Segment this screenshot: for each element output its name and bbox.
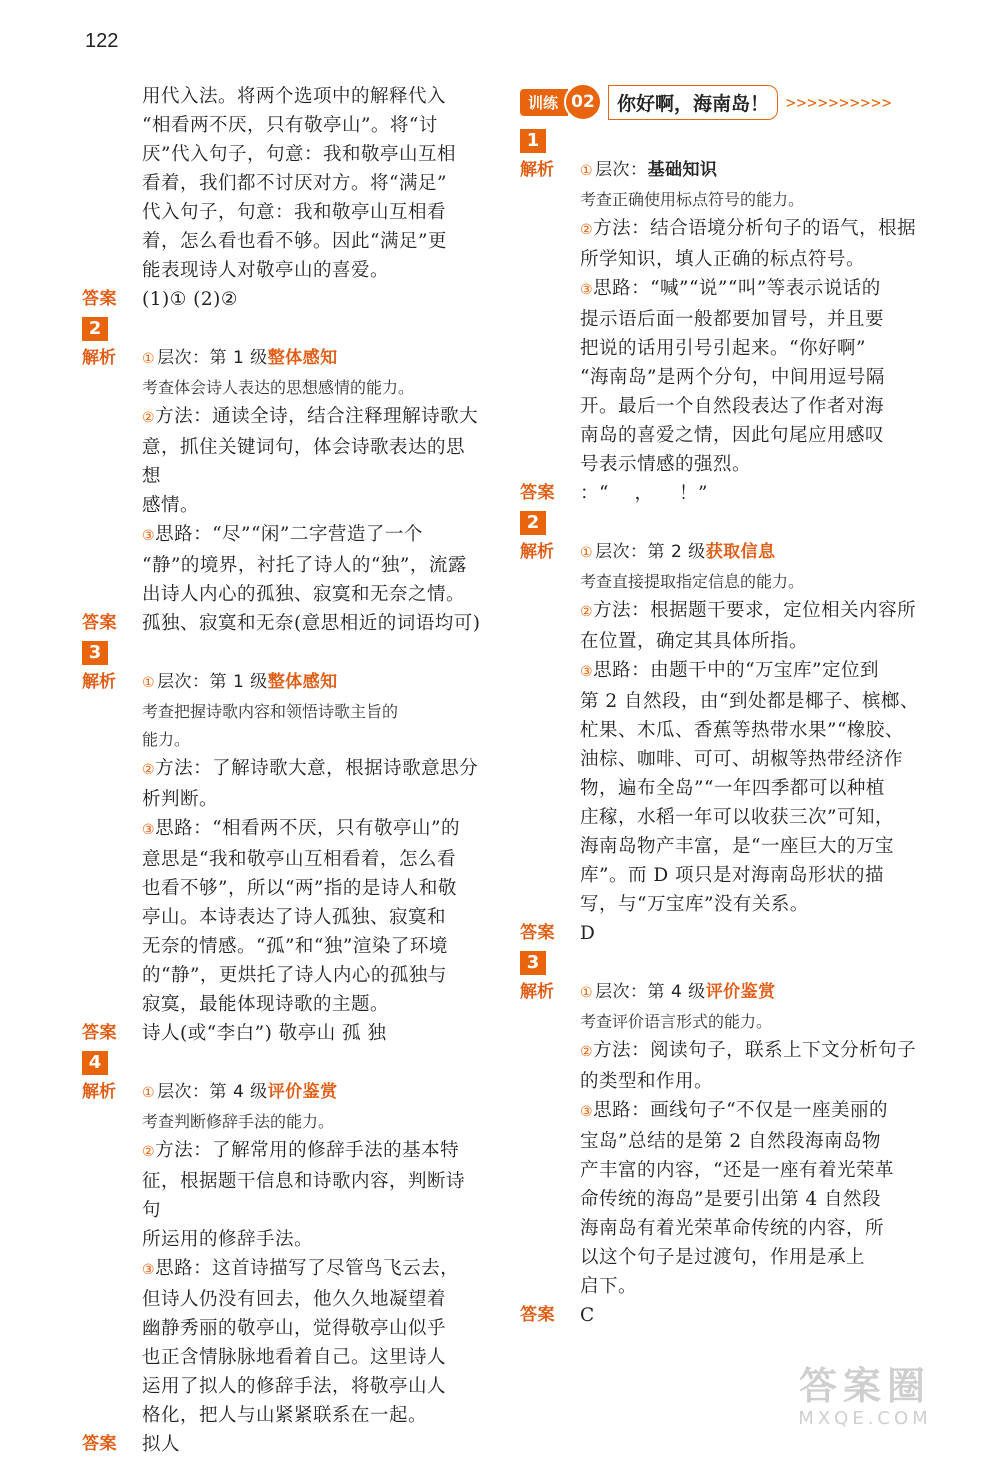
marker: ② — [580, 222, 594, 238]
text-line: 无奈的情感。“孤”和“独”渲染了环境 — [142, 936, 448, 957]
marker: ③ — [580, 282, 594, 298]
level-line — [142, 344, 482, 374]
text-line: 思路：“尽”“闲”二字营造了一个 — [155, 524, 423, 545]
text-line: 命传统的海岛”是要引出第 4 自然段 — [580, 1189, 881, 1210]
text-line: “海南岛”是两个分句，中间用逗号隔 — [580, 367, 885, 388]
level-line — [142, 1078, 482, 1108]
answer-row — [82, 1430, 482, 1459]
text-line: 亭山。本诗表达了诗人孤独、寂寞和 — [142, 907, 447, 928]
method-block — [580, 1036, 930, 1096]
banner-title: 你好啊，海南岛！ — [608, 85, 778, 120]
analysis-block — [82, 344, 482, 609]
answer-row — [82, 609, 482, 638]
text-line: 也正含情脉脉地看着自己。这里诗人 — [142, 1347, 447, 1368]
level-desc: 考查体会诗人表达的思想感情的能力。 — [142, 378, 415, 397]
level-desc: 考查判断修辞手法的能力。 — [142, 1112, 335, 1131]
text-line: 思路：“相看两不厌，只有敬亭山”的 — [155, 818, 460, 839]
level-desc — [142, 698, 482, 754]
text-line: “相看两不厌，只有敬亭山”。将“讨 — [142, 115, 438, 136]
text-line: 代入句子，句意：我和敬亭山互相看 — [142, 202, 447, 223]
level-highlight: 整体感知 — [267, 348, 338, 368]
level-label: 层次：第 4 级 — [157, 1082, 268, 1102]
answer-row — [520, 919, 930, 948]
answer-label: 答案 — [520, 923, 555, 943]
text-line: 着，怎么看也看不够。因此“满足”更 — [142, 231, 447, 252]
marker: ② — [580, 1044, 594, 1060]
level-desc: 考查正确使用标点符号的能力。 — [580, 190, 805, 209]
level-highlight: 获取信息 — [705, 542, 776, 562]
text-line: 考查把握诗歌内容和领悟诗歌主旨的 — [142, 702, 399, 721]
right-column — [520, 82, 930, 1330]
answer-text: 拟人 — [142, 1434, 181, 1455]
answer-label: 答案 — [82, 1434, 117, 1454]
text-line: 看着，我们都不讨厌对方。将“满足” — [142, 173, 447, 194]
section-banner — [520, 82, 930, 122]
question-number: 4 — [82, 1051, 108, 1075]
method-block — [580, 596, 930, 656]
text-line: 把说的话用引号引起来。“你好啊” — [580, 338, 866, 359]
page-number: 122 — [85, 30, 119, 52]
text-line: 方法：根据题干要求，定位相关内容所 — [593, 600, 917, 621]
answer-label: 答案 — [82, 1023, 117, 1043]
text-line: 第 2 自然段，由“到处都是椰子、槟榔、 — [580, 691, 919, 712]
question-number: 2 — [520, 511, 546, 535]
banner-number: 02 — [564, 83, 602, 121]
answer-text: 孤独、寂寞和无奈(意思相近的词语均可) — [142, 613, 481, 634]
text-line: 征，根据题干信息和诗歌内容，判断诗句 — [142, 1171, 466, 1221]
text-line: 寂寞，最能体现诗歌的主题。 — [142, 994, 390, 1015]
text-line: 方法：结合语境分析句子的语气，根据 — [593, 218, 917, 239]
method-block — [580, 214, 930, 274]
text-line: “静”的境界，衬托了诗人的“独”，流露 — [142, 555, 467, 576]
text-line: 析判断。 — [142, 789, 219, 810]
level-desc: 考查评价语言形式的能力。 — [580, 1012, 773, 1031]
idea-block — [142, 814, 482, 1019]
text-line: 方法：通读全诗，结合注释理解诗歌大 — [155, 406, 479, 427]
intro-paragraph — [82, 82, 482, 285]
text-line: 庄稼，水稻一年可以收获三次”可知， — [580, 807, 894, 828]
marker: ③ — [142, 528, 156, 544]
text-line: 杧果、木瓜、香蕉等热带水果”“橡胶、 — [580, 720, 904, 741]
text-line: 思路：画线句子“不仅是一座美丽的 — [593, 1100, 889, 1121]
left-column — [82, 82, 482, 1459]
method-block — [142, 1136, 482, 1254]
marker: ① — [580, 985, 594, 1001]
text-line: 意思是“我和敬亭山互相看着，怎么看 — [142, 849, 456, 870]
analysis-block — [82, 668, 482, 1019]
level-label: 层次：第 1 级 — [157, 348, 268, 368]
level-line — [580, 538, 930, 568]
text-line: 产丰富的内容，“还是一座有着光荣革 — [580, 1160, 894, 1181]
text-line: 格化，把人与山紧紧联系在一起。 — [142, 1405, 428, 1426]
answer-text: D — [580, 923, 596, 944]
text-line: 海南岛物产丰富，是“一座巨大的万宝 — [580, 836, 894, 857]
marker: ③ — [580, 1104, 594, 1120]
text-line: 宝岛”总结的是第 2 自然段海南岛物 — [580, 1131, 881, 1152]
marker: ② — [142, 410, 156, 426]
analysis-label: 解析 — [520, 542, 554, 562]
text-line: 用代入法。将两个选项中的解释代入 — [142, 86, 447, 107]
text-line: 的类型和作用。 — [580, 1071, 714, 1092]
watermark-logo — [750, 1364, 980, 1434]
text-line: 思路：这首诗描写了尽管鸟飞云去， — [155, 1258, 460, 1279]
text-line: 海南岛有着光荣革命传统的内容，所 — [580, 1218, 885, 1239]
text-line: 幽静秀丽的敬亭山，觉得敬亭山似乎 — [142, 1318, 447, 1339]
marker: ③ — [142, 822, 156, 838]
answer-text: 诗人(或“李白”) 敬亭山 孤 独 — [142, 1023, 387, 1044]
idea-block — [142, 520, 482, 609]
answer-text: C — [580, 1305, 595, 1326]
analysis-block — [82, 1078, 482, 1430]
text-line: 号表示情感的强烈。 — [580, 454, 752, 475]
question-number: 3 — [82, 641, 108, 665]
level-label: 层次：第 2 级 — [595, 542, 706, 562]
answer-row — [520, 479, 930, 508]
marker: ③ — [580, 664, 594, 680]
text-line: 厌”代入句子，句意：我和敬亭山互相 — [142, 144, 456, 165]
answer-text: ：“ ， ！” — [580, 483, 708, 504]
marker: ② — [580, 604, 594, 620]
level-highlight: 评价鉴赏 — [705, 982, 776, 1002]
text-line: 物，遍布全岛”“一年四季都可以种植 — [580, 778, 885, 799]
marker: ③ — [142, 1262, 156, 1278]
analysis-block — [520, 156, 930, 479]
answer-row — [82, 1019, 482, 1048]
answer-label: 答案 — [520, 483, 555, 503]
text-line: 所学知识，填人正确的标点符号。 — [580, 249, 866, 270]
level-label: 层次： — [595, 160, 648, 180]
marker: ① — [142, 351, 156, 367]
level-highlight: 整体感知 — [267, 672, 338, 692]
text-line: 运用了拟人的修辞手法，将敬亭山人 — [142, 1376, 447, 1397]
level-label: 层次：第 1 级 — [157, 672, 268, 692]
idea-block — [580, 274, 930, 479]
question-number: 2 — [82, 317, 108, 341]
method-block — [142, 754, 482, 814]
text-line: 在位置，确定其具体所指。 — [580, 631, 809, 652]
level-label: 层次：第 4 级 — [595, 982, 706, 1002]
text-line: 所运用的修辞手法。 — [142, 1229, 314, 1250]
text-line: 也看不够”，所以“两”指的是诗人和敬 — [142, 878, 457, 899]
text-line: 出诗人内心的孤独、寂寞和无奈之情。 — [142, 584, 466, 605]
level-desc: 考查直接提取指定信息的能力。 — [580, 572, 805, 591]
marker: ② — [142, 762, 156, 778]
marker: ① — [580, 545, 594, 561]
analysis-label: 解析 — [82, 1082, 116, 1102]
text-line: 感情。 — [142, 495, 200, 516]
text-line: 方法：了解诗歌大意，根据诗歌意思分 — [155, 758, 479, 779]
text-line: 思路：“喊”“说”“叫”等表示说话的 — [593, 278, 881, 299]
question-number: 1 — [520, 129, 546, 153]
text-line: 启下。 — [580, 1276, 638, 1297]
analysis-label: 解析 — [520, 982, 554, 1002]
idea-block — [142, 1254, 482, 1430]
analysis-label: 解析 — [82, 672, 116, 692]
analysis-block — [520, 538, 930, 919]
level-highlight: 评价鉴赏 — [267, 1082, 338, 1102]
text-line: 方法：阅读句子，联系上下文分析句子 — [593, 1040, 917, 1061]
answer-row — [520, 1301, 930, 1330]
analysis-label: 解析 — [82, 348, 116, 368]
text-line: 思路：由题干中的“万宝库”定位到 — [593, 660, 879, 681]
marker: ① — [142, 1085, 156, 1101]
level-line — [580, 156, 930, 186]
text-line: 开。最后一个自然段表达了作者对海 — [580, 396, 885, 417]
level-line — [580, 978, 930, 1008]
idea-block — [580, 656, 930, 919]
text-line: 但诗人仍没有回去，他久久地凝望着 — [142, 1289, 447, 1310]
level-highlight: 基础知识 — [647, 160, 718, 180]
watermark-title: 答案圈 — [798, 1364, 931, 1408]
idea-block — [580, 1096, 930, 1301]
text-line: 南岛的喜爱之情，因此句尾应用感叹 — [580, 425, 885, 446]
answer-text: (1)① (2)② — [142, 289, 238, 310]
method-block — [142, 402, 482, 520]
analysis-block — [520, 978, 930, 1301]
level-line — [142, 668, 482, 698]
banner-tag: 训练 — [520, 89, 568, 116]
text-line: 库”。而 D 项只是对海南岛形状的描 — [580, 865, 885, 886]
answer-label: 答案 — [520, 1305, 555, 1325]
answer-label: 答案 — [82, 613, 117, 633]
text-line: 方法：了解常用的修辞手法的基本特 — [155, 1140, 460, 1161]
text-line: 能表现诗人对敬亭山的喜爱。 — [142, 260, 390, 281]
text-line: 意，抓住关键词句，体会诗歌表达的思想 — [142, 437, 466, 487]
answer-label: 答案 — [82, 289, 117, 309]
text-line: 写，与“万宝库”没有关系。 — [580, 894, 809, 915]
marker: ① — [142, 675, 156, 691]
text-line: 以这个句子是过渡句，作用是承上 — [580, 1247, 866, 1268]
text-line: 油棕、咖啡、可可、胡椒等热带经济作 — [580, 749, 904, 770]
analysis-label: 解析 — [520, 160, 554, 180]
arrows-icon: >>>>>>>>>> — [786, 92, 893, 112]
marker: ① — [580, 163, 594, 179]
text-line: 提示语后面一般都要加冒号，并且要 — [580, 309, 885, 330]
question-number: 3 — [520, 951, 546, 975]
text-line: 能力。 — [142, 730, 191, 749]
text-line: 的“静”，更烘托了诗人内心的孤独与 — [142, 965, 447, 986]
watermark-url: MXQE.COM — [798, 1408, 932, 1429]
marker: ② — [142, 1144, 156, 1160]
answer-row — [82, 285, 482, 314]
